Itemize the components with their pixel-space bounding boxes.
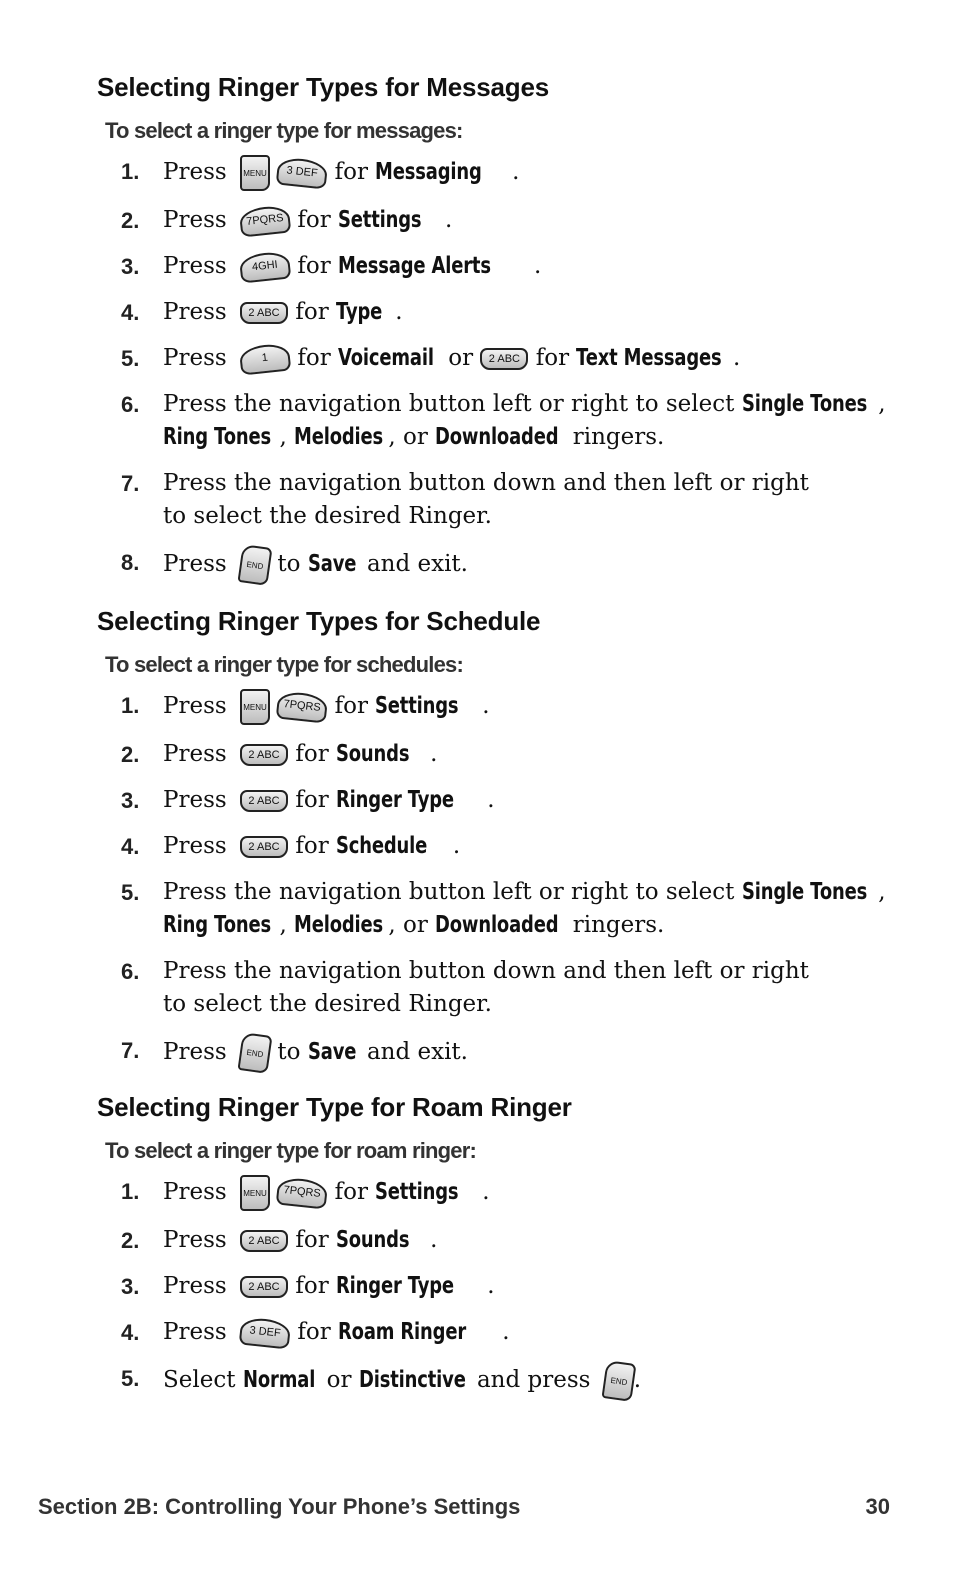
step-number: 2. [121, 208, 140, 233]
step-text: , or [388, 912, 428, 938]
step-text: for [334, 693, 368, 719]
step-number: 1. [121, 1179, 140, 1204]
step-text: for [295, 1227, 329, 1253]
step-number: 3. [121, 1274, 140, 1299]
step [121, 155, 897, 191]
step-number: 5. [121, 1366, 140, 1391]
step-list [97, 155, 897, 584]
step-text: Press [163, 787, 227, 813]
step-text: Press [163, 299, 227, 325]
step-number: 8. [121, 550, 140, 575]
end-key-icon: END [238, 544, 273, 586]
step-number: 7. [121, 471, 140, 496]
menu-option: Downloaded [435, 912, 559, 938]
step-text: Press [163, 345, 227, 371]
step-text: . [487, 787, 495, 813]
step-text: Press [163, 741, 227, 767]
menu-option: Single Tones [741, 879, 867, 905]
step-text: Press [163, 551, 227, 577]
step-text: Press [163, 1039, 227, 1065]
menu-option: Schedule [336, 833, 428, 859]
step-text: Press [163, 833, 227, 859]
menu-key-icon: MENU [240, 1175, 270, 1211]
step-number: 4. [121, 834, 140, 859]
step-number: 3. [121, 788, 140, 813]
page-number: 30 [865, 1494, 890, 1519]
menu-option: Melodies [294, 424, 384, 450]
menu-option: Melodies [294, 912, 384, 938]
menu-option: Message Alerts [338, 253, 491, 279]
end-key-icon: END [601, 1360, 636, 1402]
step-text: Press [163, 1319, 227, 1345]
step-text: . [430, 741, 438, 767]
menu-option: Single Tones [741, 391, 867, 417]
step-text: Press [163, 1179, 227, 1205]
step-text: or [448, 345, 474, 371]
step-text: for [297, 345, 331, 371]
step-number: 6. [121, 959, 140, 984]
menu-key-icon: MENU [240, 689, 270, 725]
step-number: 6. [121, 392, 140, 417]
key-2-icon: 2 ABC [480, 348, 528, 370]
step-text: . [430, 1227, 438, 1253]
key-2-icon: 2 ABC [240, 744, 288, 766]
key-2-icon: 2 ABC [240, 302, 288, 324]
step-text: and exit. [366, 1039, 468, 1065]
step [121, 955, 897, 1021]
menu-option: Ring Tones [163, 912, 272, 938]
section-intro: To select a ringer type for messages: [105, 118, 463, 143]
key-2-icon: 2 ABC [240, 836, 288, 858]
step-text: to [277, 1039, 301, 1065]
step-list [97, 1175, 897, 1400]
step-text: Press the navigation button down and then left or right to select the desired Ringer. [163, 958, 809, 1017]
key-7-icon: 7PQRS [276, 690, 329, 723]
step-text: . [512, 159, 520, 185]
step [121, 784, 897, 817]
step-number: 1. [121, 159, 140, 184]
step-text: Press [163, 1273, 227, 1299]
step-text: Press [163, 1227, 227, 1253]
key-3-icon: 3 DEF [239, 1316, 292, 1349]
step-text: . [444, 207, 453, 233]
step [121, 546, 897, 584]
step-list [97, 689, 897, 1072]
step-text: for [535, 345, 570, 371]
step [121, 1362, 897, 1400]
step-text: for [295, 299, 329, 325]
menu-option: Ringer Type [336, 1273, 454, 1299]
step-text: Press the navigation button left or right to select [163, 879, 735, 905]
menu-option: Voicemail [338, 345, 434, 371]
step-text: . [487, 1273, 495, 1299]
step-text: Press [163, 693, 227, 719]
step [121, 204, 897, 237]
menu-option: Type [336, 299, 383, 325]
key-2-icon: 2 ABC [240, 1276, 288, 1298]
step-text: for [297, 1319, 331, 1345]
step-number: 3. [121, 254, 140, 279]
step-text: . [533, 253, 542, 279]
page-footer [38, 1494, 890, 1520]
step [121, 830, 897, 863]
footer-section-title: Section 2B: Controlling Your Phone’s Settings [38, 1494, 521, 1519]
menu-option: Ring Tones [163, 424, 272, 450]
key-4-icon: 4GHI [239, 250, 292, 283]
key-3-icon: 3 DEF [276, 156, 329, 189]
step-number: 1. [121, 693, 140, 718]
step-text: , [279, 912, 287, 938]
step-text: or [326, 1367, 352, 1393]
step-text: . [502, 1319, 510, 1345]
step-text: . [482, 693, 490, 719]
menu-option: Save [307, 1039, 357, 1065]
section-heading: Selecting Ringer Type for Roam Ringer [97, 1092, 572, 1122]
step-text: Press the navigation button down and then left or right to select the desired Ringer. [163, 470, 809, 529]
step [121, 467, 897, 533]
menu-option: Ringer Type [336, 787, 454, 813]
step-text: Press the navigation button left or right to select [163, 391, 735, 417]
step [121, 738, 897, 771]
step [121, 1270, 897, 1303]
section-schedule [97, 605, 897, 1072]
step-text: for [334, 159, 368, 185]
step-text: for [295, 787, 329, 813]
step-text: . [395, 299, 403, 325]
step-text: to [277, 551, 301, 577]
step-text: , [878, 391, 886, 417]
step-text: , or [388, 424, 428, 450]
end-key-icon: END [238, 1032, 273, 1074]
menu-option: Sounds [336, 1227, 410, 1253]
step-text: . [633, 1367, 642, 1393]
step-number: 4. [121, 300, 140, 325]
step-text: ringers. [572, 424, 665, 450]
menu-option: Downloaded [435, 424, 559, 450]
step-text: ringers. [572, 912, 665, 938]
step-text: and exit. [366, 551, 468, 577]
step-text: for [295, 741, 329, 767]
menu-option: Save [307, 551, 357, 577]
key-1-icon: 1 [239, 342, 292, 375]
menu-option: Settings [375, 1179, 459, 1205]
step-text: for [295, 833, 329, 859]
section-intro: To select a ringer type for roam ringer: [105, 1138, 477, 1163]
step-text: Press [163, 159, 227, 185]
step-text: and press [476, 1367, 591, 1393]
step [121, 1175, 897, 1211]
key-2-icon: 2 ABC [240, 1230, 288, 1252]
menu-option: Normal [242, 1367, 315, 1393]
key-2-icon: 2 ABC [240, 790, 288, 812]
section-messages [97, 71, 897, 584]
section-heading: Selecting Ringer Types for Schedule [97, 606, 541, 636]
menu-option: Messaging [375, 159, 483, 185]
step-text: for [295, 1273, 329, 1299]
menu-option: Sounds [336, 741, 410, 767]
step [121, 388, 897, 454]
step-text: . [482, 1179, 490, 1205]
step [121, 689, 897, 725]
step-number: 5. [121, 346, 140, 371]
menu-option: Text Messages [576, 345, 722, 371]
step-text: for [297, 253, 331, 279]
section-intro: To select a ringer type for schedules: [105, 652, 463, 677]
step-number: 7. [121, 1038, 140, 1063]
step-text: . [452, 833, 461, 859]
step-text: Select [163, 1367, 236, 1393]
step-number: 5. [121, 880, 140, 905]
step [121, 876, 897, 942]
section-roam-ringer [97, 1091, 897, 1400]
step-text: Press [163, 253, 227, 279]
step-text: for [334, 1179, 368, 1205]
step [121, 1316, 897, 1349]
step-number: 4. [121, 1320, 140, 1345]
menu-option: Settings [338, 207, 422, 233]
step-text: for [297, 207, 331, 233]
step-text: Press [163, 207, 227, 233]
menu-option: Distinctive [358, 1367, 466, 1393]
menu-key-icon: MENU [240, 155, 270, 191]
menu-option: Settings [375, 693, 459, 719]
step [121, 342, 897, 375]
step-text: . [733, 345, 741, 371]
step-number: 2. [121, 742, 140, 767]
key-7-icon: 7PQRS [239, 204, 292, 237]
section-heading: Selecting Ringer Types for Messages [97, 72, 549, 102]
menu-option: Roam Ringer [338, 1319, 467, 1345]
key-7-icon: 7PQRS [276, 1176, 329, 1209]
step [121, 296, 897, 329]
step [121, 250, 897, 283]
step [121, 1034, 897, 1072]
step-number: 2. [121, 1228, 140, 1253]
step-text: , [279, 424, 287, 450]
step [121, 1224, 897, 1257]
step-text: , [878, 879, 886, 905]
